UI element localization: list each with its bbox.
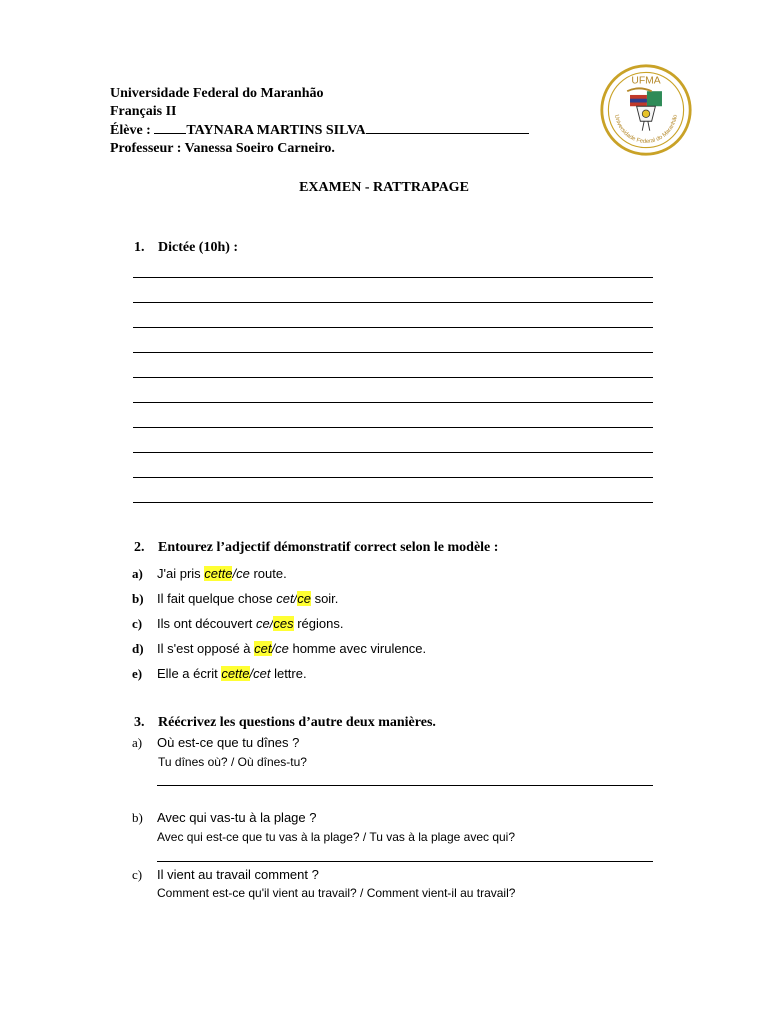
item-letter: a)	[132, 566, 143, 581]
item-letter: b)	[132, 591, 144, 606]
item-text-after: régions.	[293, 616, 344, 631]
item-letter: d)	[132, 641, 144, 656]
dictation-line[interactable]	[133, 270, 653, 278]
q3-answer-a[interactable]: Tu dînes où? / Où dînes-tu?	[158, 755, 307, 769]
university-seal-logo	[599, 63, 693, 157]
header-block	[110, 85, 529, 158]
item-text-after: homme avec virulence.	[288, 641, 427, 656]
question-text: Où est-ce que tu dînes ?	[157, 735, 300, 750]
q3-heading	[134, 715, 436, 731]
q3-item-a	[132, 735, 299, 751]
option-separator: /	[271, 641, 276, 656]
q2-item-b	[132, 591, 338, 607]
student-line	[110, 121, 529, 140]
option-separator: /	[249, 666, 254, 681]
question-text: Il vient au travail comment ?	[157, 867, 319, 882]
item-letter: c)	[132, 867, 143, 882]
answer-line	[157, 785, 653, 786]
option[interactable]: cet	[253, 666, 271, 681]
option-highlighted[interactable]: cette	[221, 666, 250, 681]
q2-item-e	[132, 666, 307, 682]
dictation-line[interactable]	[133, 428, 653, 453]
option-highlighted[interactable]: cette	[204, 566, 233, 581]
svg-text:UFMA: UFMA	[631, 75, 661, 87]
university-name: Universidade Federal do Maranhão	[110, 86, 324, 101]
course-name: Français II	[110, 104, 177, 119]
q3-answer-c[interactable]: Comment est-ce qu'il vient au travail? / Comment vient-il au travail?	[157, 886, 516, 900]
item-text-before: J'ai pris	[157, 566, 205, 581]
q2-item-c	[132, 616, 343, 632]
dictation-lines	[133, 270, 653, 503]
exam-title: EXAMEN - RATTRAPAGE	[299, 180, 469, 195]
option[interactable]: ce	[236, 566, 250, 581]
item-text-before: Ils ont découvert	[157, 616, 256, 631]
dictation-line[interactable]	[133, 278, 653, 303]
q2-text: Entourez l’adjectif démonstratif correct selon le modèle :	[158, 540, 499, 555]
dictation-line[interactable]	[133, 403, 653, 428]
dictation-line[interactable]	[133, 453, 653, 478]
student-blank-before	[154, 121, 186, 134]
option[interactable]: ce	[256, 616, 270, 631]
q3-answer-b[interactable]: Avec qui est-ce que tu vas à la plage? / Tu vas à la plage avec qui?	[157, 830, 516, 844]
option-separator: /	[232, 566, 237, 581]
dictation-line[interactable]	[133, 328, 653, 353]
q2-heading	[134, 540, 498, 556]
item-text-before: Il fait quelque chose	[157, 591, 277, 606]
answer-line	[157, 861, 653, 862]
q3-item-c	[132, 867, 319, 883]
dictation-line[interactable]	[133, 478, 653, 503]
dictation-line[interactable]	[133, 378, 653, 403]
teacher-line: Professeur : Vanessa Soeiro Carneiro.	[110, 141, 335, 156]
q2-item-d	[132, 641, 426, 657]
option-highlighted[interactable]: cet	[254, 641, 272, 656]
q2-number: 2.	[134, 540, 145, 555]
item-text-after: soir.	[310, 591, 339, 606]
student-label: Élève :	[110, 123, 151, 138]
q1-heading	[134, 240, 238, 256]
item-letter: c)	[132, 616, 143, 631]
dictation-line[interactable]	[133, 353, 653, 378]
item-letter: e)	[132, 666, 143, 681]
q1-text: Dictée (10h) :	[158, 240, 239, 255]
item-text-after: lettre.	[270, 666, 307, 681]
item-letter: a)	[132, 735, 143, 750]
item-text-before: Il s'est opposé à	[157, 641, 255, 656]
option-highlighted[interactable]: ces	[273, 616, 294, 631]
q3-number: 3.	[134, 715, 145, 730]
item-text-after: route.	[249, 566, 287, 581]
q2-item-a	[132, 566, 287, 582]
student-blank-after	[366, 121, 529, 134]
option-highlighted[interactable]: ce	[297, 591, 311, 606]
q3-item-b	[132, 810, 316, 826]
q3-text: Réécrivez les questions d’autre deux manières.	[158, 715, 436, 730]
svg-text:Universidade Federal do Maranh: Universidade Federal do Maranhão	[613, 114, 679, 145]
option[interactable]: cet	[276, 591, 294, 606]
item-text-before: Elle a écrit	[157, 666, 222, 681]
option-separator: /	[269, 616, 274, 631]
option[interactable]: ce	[275, 641, 289, 656]
q1-number: 1.	[134, 240, 145, 255]
item-letter: b)	[132, 810, 143, 825]
student-name: TAYNARA MARTINS SILVA	[186, 123, 366, 138]
question-text: Avec qui vas-tu à la plage ?	[157, 810, 317, 825]
option-separator: /	[293, 591, 298, 606]
dictation-line[interactable]	[133, 303, 653, 328]
